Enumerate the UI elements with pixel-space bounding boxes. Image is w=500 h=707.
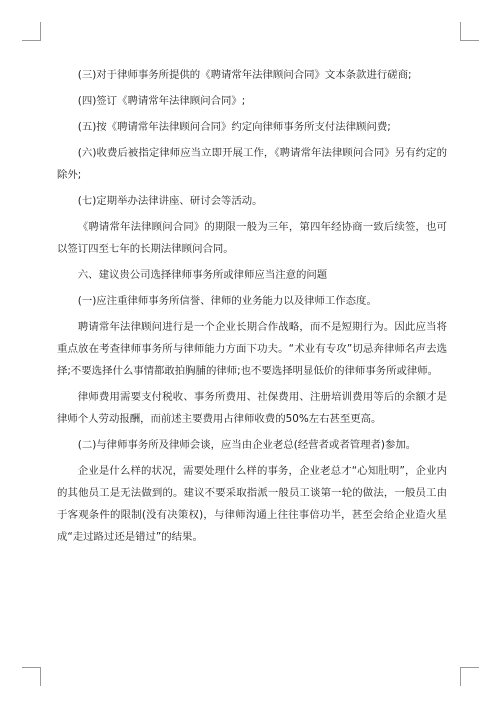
list-item-sign-contract: (四)签订《聘请常年法律顾问合同》; bbox=[77, 95, 246, 107]
subheading-reputation-ability: (一)应注重律师事务所信誉、律师的业务能力以及律师工作态度。 bbox=[77, 295, 377, 307]
paragraph-lawyer-fees: 律师费用需要支付税收、事务所费用、社保费用、注册培训费用等后的余额才是律师个人劳动报酬，而前述主要费用占律师收费的50%左右甚至更高。 bbox=[57, 391, 447, 425]
list-item-consult-contract-terms: (三)对于律师事务所提供的《聘请常年法律顾问合同》文本条款进行磋商; bbox=[77, 69, 412, 81]
crop-mark-top-left bbox=[22, 22, 41, 41]
crop-mark-bottom-right bbox=[460, 667, 479, 686]
paragraph-contract-term: 《聘请常年法律顾问合同》的期限一般为三年，第四年经协商一致后续签，也可以签订四至七年的长期法律顾问合同。 bbox=[57, 221, 447, 255]
subheading-boss-attend-meeting: (二)与律师事务所及律师会谈，应当由企业老总(经营者或者管理者)参加。 bbox=[77, 439, 417, 451]
crop-mark-bottom-left bbox=[22, 667, 41, 686]
crop-mark-top-right bbox=[460, 22, 479, 41]
paragraph-boss-knows-best: 企业是什么样的状况，需要处理什么样的事务，企业老总才“心知肚明”，企业内的其他员工是无法做到的。建议不要采取指派一般员工谈第一轮的做法，一般员工由于客观条件的限制(没有决策权)，与律师沟通上往往事倍功半，甚至会给企业造火星成“走过路过还是错过”的结果。 bbox=[57, 465, 447, 543]
list-item-lawyer-start-work: (六)收费后被指定律师应当立即开展工作，《聘请常年法律顾问合同》另有约定的除外; bbox=[57, 147, 447, 181]
section-heading-six: 六、建议贵公司选择律师事务所或律师应当注意的问题 bbox=[77, 269, 328, 281]
list-item-pay-fee: (五)按《聘请常年法律顾问合同》约定向律师事务所支付法律顾问费; bbox=[77, 121, 391, 133]
document-body bbox=[57, 64, 447, 552]
paragraph-long-term-strategy: 聘请常年法律顾问进行是一个企业长期合作战略，而不是短期行为。因此应当将重点放在考查律师事务所与律师能力方面下功夫。“术业有专攻”切忌奔律师名声去选择;不要选择什么事情都敢拍胸脯的律师;也不要选择明显低价的律师事务所或律师。 bbox=[57, 321, 447, 377]
list-item-legal-seminars: (七)定期举办法律讲座、研讨会等活动。 bbox=[77, 195, 263, 207]
